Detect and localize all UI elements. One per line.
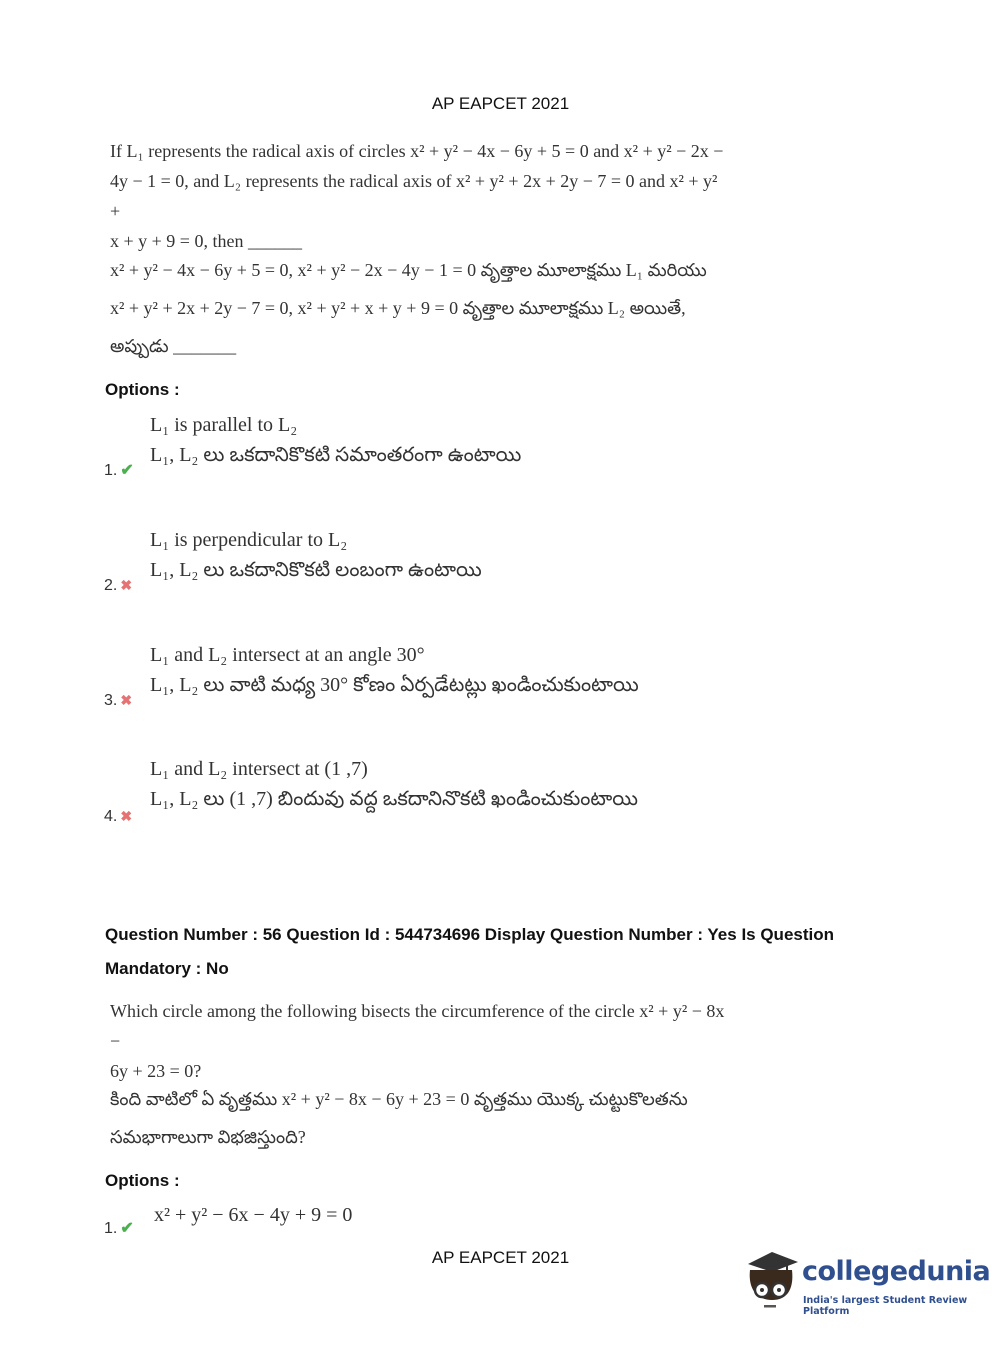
question-56-meta-line1: Question Number : 56 Question Id : 544734696 Display Question Number : Yes Is Question — [105, 925, 835, 944]
question-56-telugu — [110, 1080, 750, 1156]
options-label: Options : — [105, 1171, 180, 1190]
cross-icon: ✖ — [120, 692, 133, 708]
question-55-english — [110, 136, 730, 256]
option-english: L₁ and L₂ intersect at (1 ,7) — [150, 758, 368, 780]
question-text-line: If L₁ represents the radical axis of circles x² + y² − 4x − 6y + 5 = 0 and x² + y² − 2x − — [110, 141, 724, 161]
option-text — [154, 1200, 794, 1230]
option-number: 4. ✖ — [104, 808, 133, 825]
option-number: 2. ✖ — [104, 577, 133, 594]
question-55-telugu — [110, 251, 750, 365]
option-text — [150, 754, 790, 814]
question-text-line: అప్పుడు _______ — [110, 336, 237, 356]
option-english: L₁ is parallel to L₂ — [150, 414, 298, 436]
cross-icon: ✖ — [120, 808, 133, 824]
check-icon: ✔ — [120, 462, 134, 479]
option-text — [150, 525, 790, 585]
option-number: 1. ✔ — [104, 1220, 134, 1237]
question-text-line: Which circle among the following bisects the circumference of the circle x² + y² − 8x − — [110, 1001, 725, 1051]
logo-wordmark: collegedunia — [802, 1256, 991, 1287]
cross-icon: ✖ — [120, 577, 133, 593]
question-text-line: x + y + 9 = 0, then ______ — [110, 231, 302, 251]
collegedunia-logo — [742, 1248, 991, 1318]
option-number: 3. ✖ — [104, 692, 133, 709]
check-icon: ✔ — [120, 1220, 134, 1237]
option-number: 1. ✔ — [104, 462, 134, 479]
options-label: Options : — [105, 380, 180, 399]
option-telugu: L₁, L₂ లు ఒకదానికొకటి సమాంతరంగా ఉంటాయి — [150, 444, 522, 466]
option-telugu: L₁, L₂ లు ఒకదానికొకటి లంబంగా ఉంటాయి — [150, 559, 482, 581]
option-text — [150, 410, 790, 470]
question-56-english — [110, 996, 730, 1086]
option-telugu: L₁, L₂ లు (1 ,7) బిందువు వద్ద ఒకదానినొకటి ఖండించుకుంటాయి — [150, 788, 638, 810]
mascot-icon — [742, 1248, 802, 1314]
question-text-line: సమభాగాలుగా విభజిస్తుంది? — [110, 1127, 306, 1147]
option-text — [150, 640, 790, 700]
question-text-line: 4y − 1 = 0, and L₂ represents the radical axis of x² + y² + 2x + 2y − 7 = 0 and x² + y² + — [110, 171, 718, 221]
option-english: x² + y² − 6x − 4y + 9 = 0 — [154, 1204, 353, 1226]
question-text-line: x² + y² + 2x + 2y − 7 = 0, x² + y² + x + y + 9 = 0 వృత్తాల మూలాక్షము L₂ అయితే, — [110, 298, 686, 318]
option-english: L₁ is perpendicular to L₂ — [150, 529, 348, 551]
question-text-line: 6y + 23 = 0? — [110, 1061, 202, 1081]
option-telugu: L₁, L₂ లు వాటి మధ్య 30° కోణం ఏర్పడేటట్లు ఖండించుకుంటాయి — [150, 674, 639, 696]
logo-tagline: India's largest Student Review Platform — [803, 1295, 968, 1317]
page-footer: AP EAPCET 2021 — [431, 1248, 570, 1267]
question-text-line: కింది వాటిలో ఏ వృత్తము x² + y² − 8x − 6y + 23 = 0 వృత్తము యొక్క చుట్టుకొలతను — [110, 1089, 688, 1109]
question-56-meta-line2: Mandatory : No — [105, 959, 229, 978]
option-english: L₁ and L₂ intersect at an angle 30° — [150, 644, 425, 666]
question-text-line: x² + y² − 4x − 6y + 5 = 0, x² + y² − 2x − 4y − 1 = 0 వృత్తాల మూలాక్షము L₁ మరియు — [110, 260, 707, 280]
page-header: AP EAPCET 2021 — [431, 94, 570, 113]
